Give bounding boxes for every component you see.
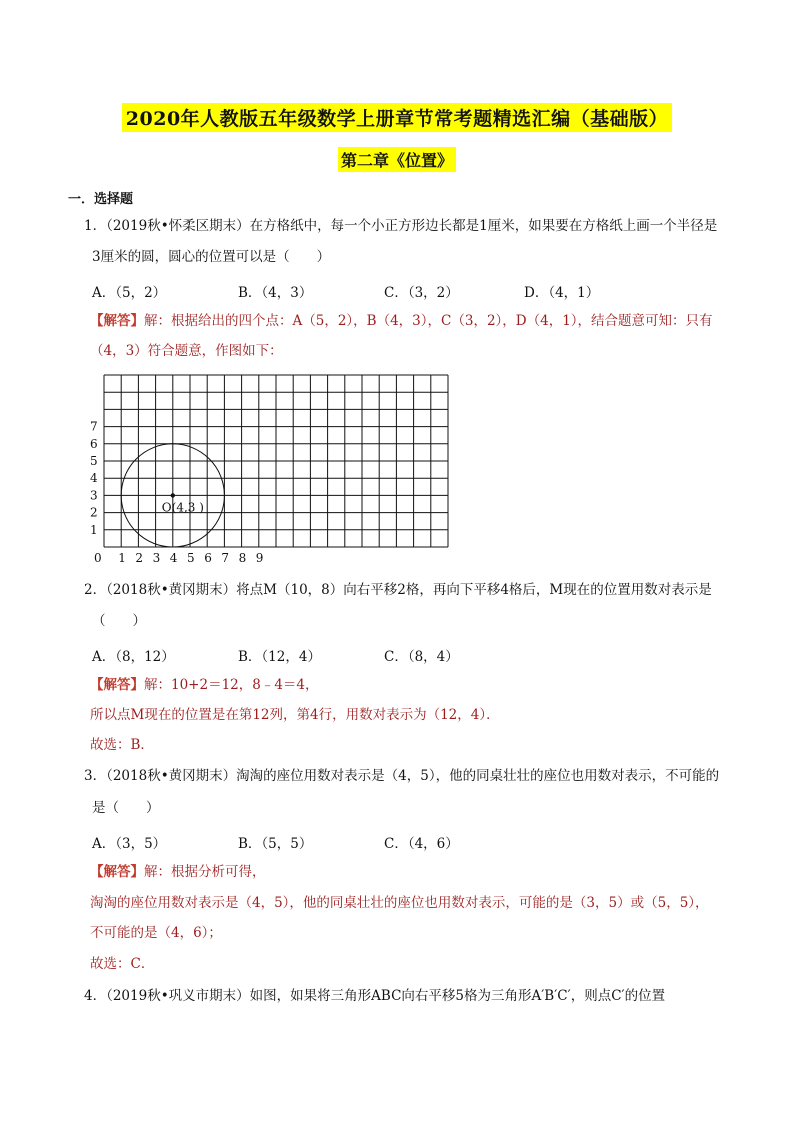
- q1-answer-label: 【解答】: [90, 313, 144, 329]
- q1-stem-line2: 3厘米的圆，圆心的位置可以是（ ）: [92, 249, 331, 265]
- q3-answer-line2: 淘淘的座位用数对表示是（4，5），他的同桌壮壮的座位也用数对表示，可能的是（3，5）或（5，5），: [90, 895, 709, 911]
- x-tick-label: 5: [187, 551, 195, 565]
- x-axis-labels: [94, 551, 263, 565]
- q4-stem-line1: 4．（2019秋•巩义市期末）如图，如果将三角形ABC向右平移5格为三角形A′B′C′，则点C′的位置: [84, 988, 666, 1004]
- x-tick-label: 2: [135, 551, 144, 565]
- q2-stem-line1: 2．（2018秋•黄冈期末）将点M（10，8）向右平移2格，再向下平移4格后，M现在的位置用数对表示是: [84, 582, 712, 598]
- x-tick-label: 6: [204, 551, 212, 565]
- q1-option-c: C．（3，2）: [384, 285, 459, 301]
- q2-answer-line1: [90, 675, 319, 695]
- q2-answer-label: 【解答】: [90, 677, 144, 693]
- q3-answer-line3: 不可能的是（4，6）；: [90, 925, 222, 941]
- y-tick-label: 3: [90, 488, 98, 503]
- q2-option-b: B．（12，4）: [238, 649, 321, 665]
- q3-answer-line4: 故选：C．: [90, 956, 155, 972]
- q3-stem-line2: 是（ ）: [92, 800, 160, 816]
- q1-answer-text: 解：根据给出的四个点：A（5，2），B（4，3），C（3，2），D（4，1），结合题意可知：只有: [144, 313, 713, 329]
- q1-option-d: D．（4，1）: [524, 285, 600, 301]
- q3-stem-line1: 3．（2018秋•黄冈期末）淘淘的座位用数对表示是（4，5），他的同桌壮壮的座位也用数对表示，不可能的: [84, 768, 720, 784]
- chapter-subtitle: 第二章《位置》: [338, 147, 456, 172]
- q2-answer-text: 解：10+2＝12，8﹣4＝4，: [144, 677, 319, 693]
- q3-option-c: C．（4，6）: [384, 836, 459, 852]
- q2-option-c: C．（8，4）: [384, 649, 459, 665]
- x-tick-label: 1: [118, 551, 126, 565]
- x-tick-label: 9: [255, 551, 264, 565]
- y-tick-label: 7: [90, 419, 98, 434]
- q2-stem-line2: （ ）: [92, 613, 146, 629]
- q1-option-a: A．（5，2）: [92, 285, 167, 301]
- q2-answer-line2: 所以点M现在的位置是在第12列，第4行，用数对表示为（12，4）．: [90, 707, 500, 723]
- x-tick-label: 4: [169, 551, 178, 565]
- q3-answer-text: 解：根据分析可得，: [144, 864, 266, 880]
- circle-center-label: O(4,3 ): [161, 500, 204, 515]
- y-tick-label: 5: [90, 454, 98, 468]
- q1-option-b: B．（4，3）: [238, 285, 313, 301]
- y-axis-labels: [90, 420, 98, 537]
- q1-answer-line2: （4，3）符合题意，作图如下：: [90, 343, 283, 359]
- q3-answer-line1: [90, 862, 266, 882]
- x-tick-label: 3: [152, 551, 161, 565]
- x-tick-label: 7: [221, 551, 230, 565]
- y-tick-label: 4: [90, 471, 98, 486]
- y-tick-label: 1: [90, 522, 98, 537]
- grid-lines: [104, 375, 448, 547]
- q3-option-b: B．（5，5）: [238, 836, 313, 852]
- q2-answer-line3: 故选：B．: [90, 737, 154, 753]
- x-tick-label: 0: [94, 551, 102, 565]
- q2-option-a: A．（8，12）: [92, 649, 175, 665]
- y-tick-label: 6: [90, 436, 98, 451]
- q1-answer-line1: [90, 311, 713, 331]
- y-tick-label: 2: [90, 505, 98, 520]
- q3-answer-label: 【解答】: [90, 864, 144, 880]
- q1-stem-line1: 1．（2019秋•怀柔区期末）在方格纸中，每一个小正方形边长都是1厘米，如果要在方格纸上画一个半径是: [84, 218, 718, 234]
- circle-center-point: [171, 493, 175, 497]
- section-heading: 一．选择题: [68, 192, 134, 207]
- x-tick-label: 8: [238, 551, 247, 565]
- q3-option-a: A．（3，5）: [92, 836, 167, 852]
- page-title: 2020年人教版五年级数学上册章节常考题精选汇编（基础版）: [122, 103, 672, 132]
- coordinate-grid-figure: [84, 370, 464, 570]
